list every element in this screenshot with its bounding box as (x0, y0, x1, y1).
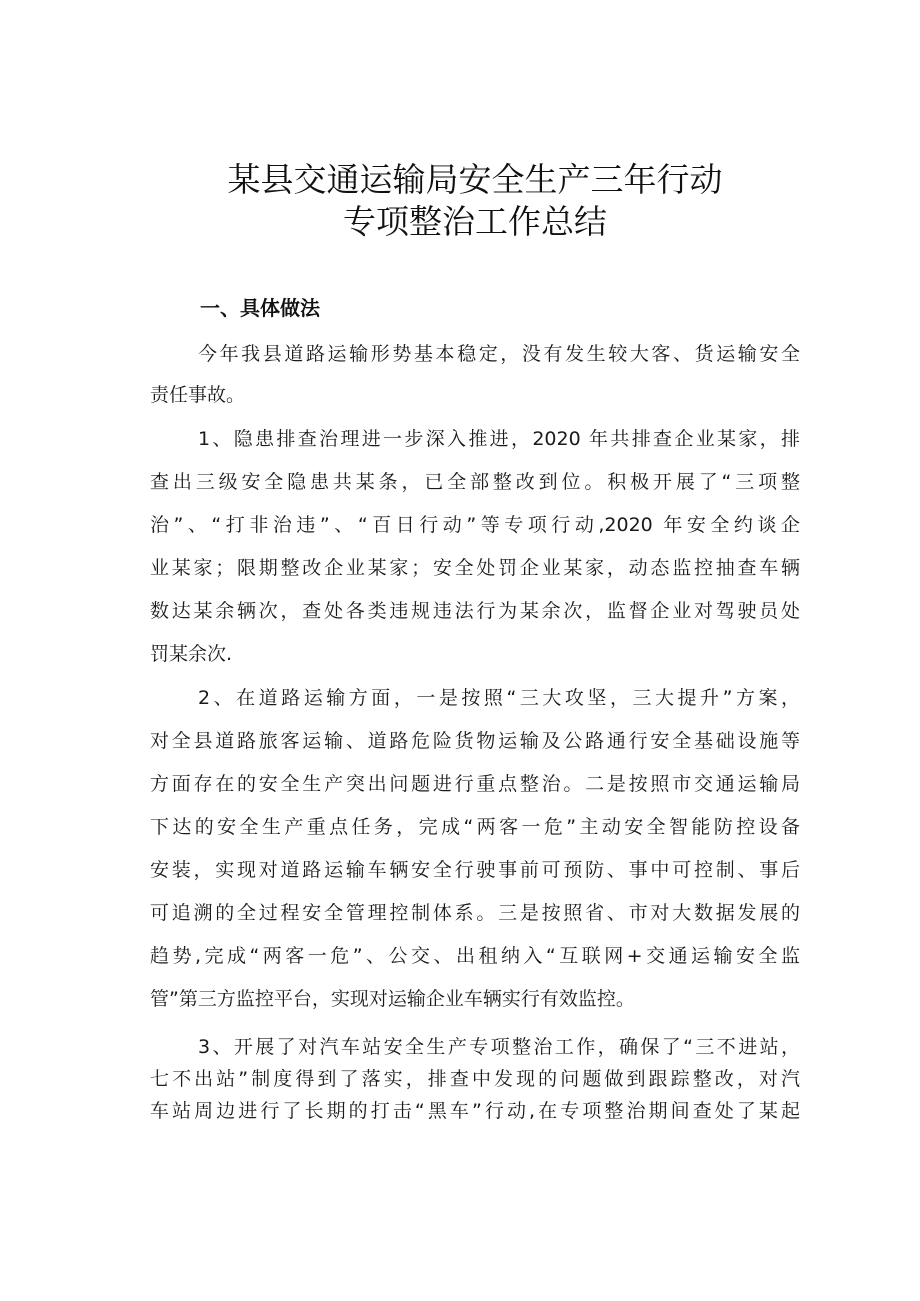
paragraph-2-line-2: 查出三级安全隐患共某条，已全部整改到位。积极开展了“三项整 (150, 471, 800, 493)
paragraph-1-line-1: 今年我县道路运输形势基本稳定，没有发生较大客、货运输安全 (198, 343, 800, 365)
paragraph-2-line-1: 1、隐患排查治理进一步深入推进，2020 年共排查企业某家，排 (198, 428, 800, 450)
paragraph-3-line-4: 下达的安全生产重点任务，完成“两客一危”主动安全智能防控设备 (150, 816, 800, 838)
paragraph-4-line-3: 车站周边进行了长期的打击“黑车”行动,在专项整治期间查处了某起 (150, 1100, 800, 1122)
paragraph-4-line-2: 七不出站”制度得到了落实，排查中发现的问题做到跟踪整改，对汽 (150, 1068, 800, 1090)
paragraph-3-line-2: 对全县道路旅客运输、道路危险货物运输及公路通行安全基础设施等 (150, 730, 800, 752)
document-title-line-1: 某县交通运输局安全生产三年行动 (227, 160, 723, 199)
paragraph-2-line-4: 业某家；限期整改企业某家；安全处罚企业某家，动态监控抽查车辆 (150, 557, 800, 579)
paragraph-2-line-5: 数达某余辆次，查处各类违规违法行为某余次，监督企业对驾驶员处 (150, 600, 800, 622)
paragraph-3-line-1: 2、在道路运输方面，一是按照“三大攻坚，三大提升”方案， (198, 687, 800, 709)
paragraph-2-line-6: 罚某余次. (150, 643, 233, 665)
paragraph-2-line-3: 治”、“打非治违”、“百日行动”等专项行动,2020 年安全约谈企 (150, 514, 800, 536)
paragraph-4-line-1: 3、开展了对汽车站安全生产专项整治工作，确保了“三不进站， (198, 1036, 800, 1058)
document-title-line-2: 专项整治工作总结 (343, 202, 607, 241)
paragraph-1-line-2: 责任事故。 (150, 384, 246, 406)
paragraph-3-line-7: 趋势,完成“两客一危”、公交、出租纳入“互联网+交通运输安全监 (150, 945, 800, 967)
paragraph-3-line-5: 安装，实现对道路运输车辆安全行驶事前可预防、事中可控制、事后 (150, 859, 800, 881)
paragraph-3-line-6: 可追溯的全过程安全管理控制体系。三是按照省、市对大数据发展的 (150, 902, 800, 924)
section-heading: 一、具体做法 (200, 296, 320, 320)
paragraph-3-line-3: 方面存在的安全生产突出问题进行重点整治。二是按照市交通运输局 (150, 773, 800, 795)
paragraph-3-line-8: 管”第三方监控平台，实现对运输企业车辆实行有效监控。 (150, 988, 635, 1010)
